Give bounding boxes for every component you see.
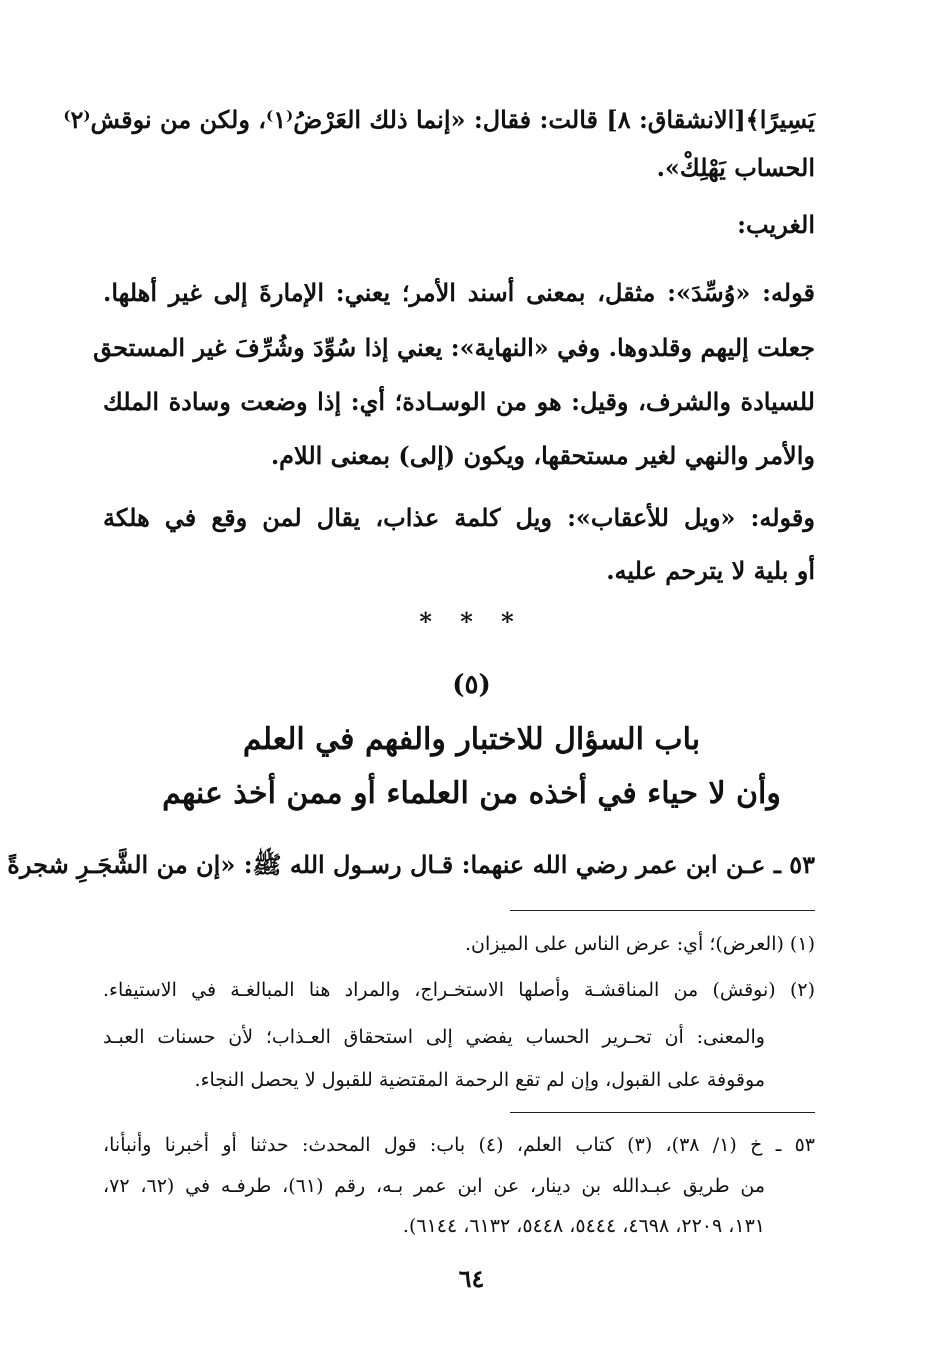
text-line-7: وقوله: «ويل للأعقاب»: ويل كلمة عذاب، يقال لمن وقع في هلكة — [103, 503, 815, 532]
footnote-2-line-2: والمعنى: أن تحـرير الحساب يفضي إلى استحقاق العـذاب؛ لأن حسنات العبـد — [103, 1026, 765, 1048]
text-line-6: والأمر والنهي لغير مستحقها، ويكون (إلى) بمعنى اللام. — [270, 441, 815, 470]
takhrij-line-2: من طريق عبـدالله بن دينار، عن ابن عمر بـه، رقم (٦١)، طرفـه في (٦٢، ٧٢، — [103, 1175, 766, 1197]
text-line-5: للسيادة والشرف، وقيل: هو من الوسـادة؛ أي: إذا وضعت وسادة الملك — [103, 387, 815, 416]
text-line-3: قوله: «وُسِّدَ»: مثقل، بمعنى أسند الأمر؛ يعني: الإمارةَ إلى غير أهلها. — [103, 278, 815, 307]
section-divider-stars: * * * — [419, 607, 524, 636]
hadith-line: ٥٣ ـ عـن ابن عمر رضي الله عنهما: قـال رسـول الله ﷺ: «إن من الشَّجَـرِ شجرةً — [7, 850, 815, 879]
footnote-1: (١) (العرض)؛ أي: عرض الناس على الميزان. — [465, 933, 815, 955]
page-number: ٦٤ — [458, 1264, 485, 1293]
text-line-1: يَسِيرًا﴾[الانشقاق: ٨] قالت: فقال: «إنما ذلك العَرْضُ⁽١⁾، ولكن من نوقش⁽٢⁾ — [63, 105, 815, 134]
takhrij-separator — [510, 1112, 815, 1113]
footnote-2-line-1: (٢) (نوقش) من المناقشـة وأصلها الاستخـراج، والمراد هنا المبالغـة في الاستيفاء. — [103, 979, 815, 1001]
text-line-2: الحساب يَهْلِكْ». — [656, 153, 815, 182]
text-line-8: أو بلية لا يترحم عليه. — [606, 556, 815, 585]
footnote-2-line-3: موقوفة على القبول، وإن لم تقع الرحمة المقتضية للقبول لا يحصل النجاء. — [194, 1069, 765, 1091]
footnote-separator — [510, 910, 815, 911]
chapter-number: (٥) — [452, 670, 491, 700]
text-line-4: جعلت إليهم وقلدوها. وفي «النهاية»: يعني إذا سُوِّدَ وشُرِّفَ غير المستحق — [93, 333, 815, 362]
chapter-title-line-2: وأن لا حياء في أخذه من العلماء أو ممن أخذ عنهم — [162, 776, 781, 811]
chapter-title-line-1: باب السؤال للاختبار والفهم في العلم — [242, 722, 701, 757]
section-heading-gharib: الغريب: — [737, 210, 815, 239]
takhrij-line-1: ٥٣ ـ خ (١/ ٣٨)، (٣) كتاب العلم، (٤) باب: قول المحدث: حدثنا أو أخبرنا وأنبأنا، — [103, 1134, 815, 1156]
takhrij-line-3: ١٣١، ٢٢٠٩، ٤٦٩٨، ٥٤٤٤، ٥٤٤٨، ٦١٣٢، ٦١٤٤). — [402, 1215, 765, 1237]
